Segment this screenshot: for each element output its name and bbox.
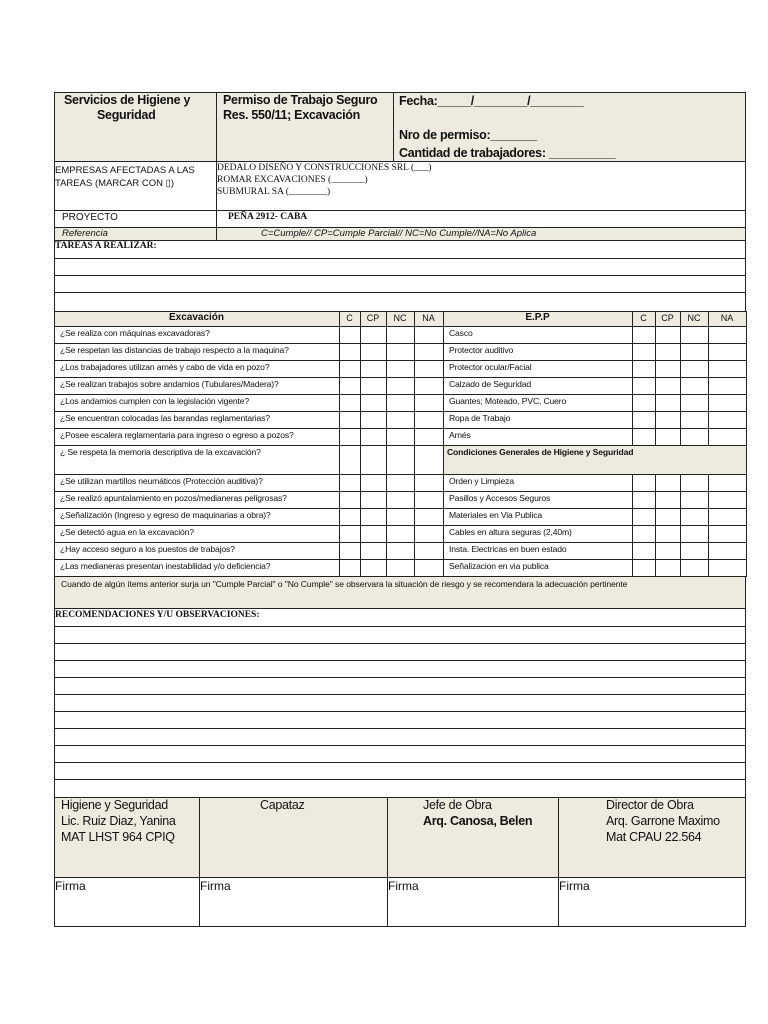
excavacion-header: Excavación: [168, 312, 225, 323]
recomendacion-line[interactable]: [54, 677, 746, 678]
left-check-c[interactable]: [339, 411, 361, 429]
right-check-c[interactable]: [632, 428, 656, 446]
tareas-line-3[interactable]: [54, 292, 746, 293]
recomendacion-line[interactable]: [54, 643, 746, 644]
right-check-na[interactable]: [708, 559, 747, 577]
signature-jefe-line2: Arq. Canosa, Belen: [423, 814, 533, 828]
left-check-c[interactable]: [339, 508, 361, 526]
proyecto-value: PEÑA 2912- CABA: [228, 212, 308, 222]
epp-item: Orden y Limpieza: [449, 476, 514, 486]
epp-item: Insta. Electricas en buen estado: [449, 544, 567, 554]
left-check-c[interactable]: [339, 559, 361, 577]
left-check-cp[interactable]: [360, 411, 387, 429]
right-col-header-cp-label: CP: [661, 313, 674, 323]
epp-item: Cables en altura seguras (2,40m): [449, 527, 572, 537]
recomendacion-line[interactable]: [54, 660, 746, 661]
firma-capataz-label: Firma: [200, 879, 231, 893]
tareas-line-1[interactable]: [54, 258, 746, 259]
left-check-c[interactable]: [339, 326, 361, 344]
epp-item: Guantes; Moteado, PVC, Cuero: [449, 396, 567, 406]
excavacion-question: ¿Se realizan trabajos sobre andamios (Tubulares/Madera)?: [60, 379, 279, 389]
right-check-c[interactable]: [632, 377, 656, 395]
left-check-cp[interactable]: [360, 491, 387, 509]
left-check-cp[interactable]: [360, 343, 387, 361]
left-check-nc[interactable]: [386, 525, 415, 543]
right-check-nc[interactable]: [680, 559, 709, 577]
right-check-cp[interactable]: [655, 508, 681, 526]
right-check-na[interactable]: [708, 394, 747, 412]
left-check-na[interactable]: [414, 491, 444, 509]
right-check-na[interactable]: [708, 343, 747, 361]
right-check-na[interactable]: [708, 491, 747, 509]
left-check-cp[interactable]: [360, 508, 387, 526]
right-check-c[interactable]: [632, 474, 656, 492]
right-check-nc[interactable]: [680, 474, 709, 492]
epp-item: Protector ocular/Facial: [449, 362, 532, 372]
right-check-nc[interactable]: [680, 377, 709, 395]
signature-director-line3: Mat CPAU 22.564: [606, 830, 702, 844]
right-col-header-na-label: NA: [720, 313, 734, 323]
left-check-na[interactable]: [414, 360, 444, 378]
excavacion-question: ¿Hay acceso seguro a los puestos de trabajos?: [60, 544, 235, 554]
signature-jefe-line1: Jefe de Obra: [423, 798, 492, 812]
right-check-nc[interactable]: [680, 491, 709, 509]
excavacion-question: ¿Se respetan las distancias de trabajo respecto a la maquina?: [60, 345, 289, 355]
left-check-cp[interactable]: [360, 428, 387, 446]
epp-item-row: [443, 428, 633, 446]
firma-jefe-label: Firma: [388, 879, 419, 893]
left-check-na[interactable]: [414, 394, 444, 412]
signature-higiene-line3: MAT LHST 964 CPIQ: [61, 830, 175, 844]
fecha-field[interactable]: Fecha:_____/________/________: [399, 94, 584, 108]
right-check-c[interactable]: [632, 559, 656, 577]
recomendacion-line[interactable]: [54, 711, 746, 712]
note-text: Cuando de algún ítems anterior surja un "Cumple Parcial" o "No Cumple" se observara la situación de riesgo y se recomendara la adecuación pertinente: [61, 579, 628, 589]
right-check-na[interactable]: [708, 360, 747, 378]
tareas-block: [54, 240, 746, 312]
left-check-nc[interactable]: [386, 491, 415, 509]
right-check-cp[interactable]: [655, 542, 681, 560]
tareas-line-2[interactable]: [54, 275, 746, 276]
right-check-c[interactable]: [632, 525, 656, 543]
excavacion-question: ¿ Se respeta la memoria descriptiva de la excavación?: [60, 447, 261, 457]
left-check-nc[interactable]: [386, 377, 415, 395]
left-col-header-nc-label: NC: [393, 313, 407, 323]
right-check-na[interactable]: [708, 542, 747, 560]
left-check-na[interactable]: [414, 411, 444, 429]
right-check-cp[interactable]: [655, 474, 681, 492]
right-check-cp[interactable]: [655, 491, 681, 509]
recomendacion-line[interactable]: [54, 745, 746, 746]
excavacion-question: ¿Se realizó apuntalamiento en pozos/medianeras peligrosas?: [60, 493, 287, 503]
left-check-nc[interactable]: [386, 394, 415, 412]
empresas-label-line1: EMPRESAS AFECTADAS A LAS: [55, 165, 195, 176]
left-check-cp[interactable]: [360, 445, 387, 475]
left-check-cp[interactable]: [360, 360, 387, 378]
left-check-cp[interactable]: [360, 525, 387, 543]
left-check-c[interactable]: [339, 491, 361, 509]
left-check-nc[interactable]: [386, 411, 415, 429]
epp-item: Pasillos y Accesos Seguros: [449, 493, 551, 503]
left-col-header-na-label: NA: [422, 313, 435, 323]
epp-item: Calzado de Seguridad: [449, 379, 532, 389]
tareas-label: TAREAS A REALIZAR:: [55, 241, 157, 251]
right-check-c[interactable]: [632, 394, 656, 412]
right-check-cp[interactable]: [655, 394, 681, 412]
signature-capataz-line1: Capataz: [260, 798, 305, 812]
right-check-nc[interactable]: [680, 326, 709, 344]
condiciones-section-label: Condiciones Generales de Higiene y Seguridad: [447, 447, 634, 457]
recomendacion-line[interactable]: [54, 779, 746, 780]
left-check-na[interactable]: [414, 377, 444, 395]
left-check-na[interactable]: [414, 343, 444, 361]
excavacion-question: ¿Posee escalera reglamentaria para ingreso o egreso a pozos?: [60, 430, 294, 440]
right-check-na[interactable]: [708, 377, 747, 395]
right-check-cp[interactable]: [655, 343, 681, 361]
left-check-c[interactable]: [339, 542, 361, 560]
empresas-label-line2: TAREAS (MARCAR CON ▯): [55, 178, 175, 189]
right-check-nc[interactable]: [680, 525, 709, 543]
recomendaciones-label: RECOMENDACIONES Y/U OBSERVACIONES:: [55, 610, 260, 620]
right-col-header-c-label: C: [640, 313, 647, 323]
recomendacion-line[interactable]: [54, 728, 746, 729]
excavacion-question: ¿Se encuentran colocadas las barandas reglamentarias?: [60, 413, 270, 423]
left-check-cp[interactable]: [360, 474, 387, 492]
epp-item: Protector auditivo: [449, 345, 514, 355]
epp-item: Señalizacion en via publica: [449, 561, 549, 571]
referencia-label: Referencia: [62, 228, 108, 239]
company-romar[interactable]: ROMAR EXCAVACIONES (_______): [217, 175, 368, 185]
right-check-na[interactable]: [708, 411, 747, 429]
signature-higiene-line2: Lic. Ruiz Diaz, Yanina: [61, 814, 176, 828]
excavacion-question: ¿Se detectó agua en la excavación?: [60, 527, 194, 537]
left-check-cp[interactable]: [360, 559, 387, 577]
right-check-nc[interactable]: [680, 508, 709, 526]
epp-item: Materiales en Via Publica: [449, 510, 543, 520]
company-dedalo[interactable]: DEDALO DISEÑO Y CONSTRUCCIONES SRL (___): [217, 163, 432, 173]
right-check-nc[interactable]: [680, 411, 709, 429]
left-check-na[interactable]: [414, 525, 444, 543]
recomendaciones-block: [54, 608, 746, 798]
right-check-cp[interactable]: [655, 525, 681, 543]
company-submural[interactable]: SUBMURAL SA (________): [217, 187, 331, 197]
right-check-nc[interactable]: [680, 360, 709, 378]
left-check-nc[interactable]: [386, 326, 415, 344]
left-check-nc[interactable]: [386, 428, 415, 446]
signature-director-line2: Arq. Garrone Maximo: [606, 814, 720, 828]
left-check-na[interactable]: [414, 508, 444, 526]
right-check-cp[interactable]: [655, 377, 681, 395]
left-check-nc[interactable]: [386, 474, 415, 492]
org-title-line2: Seguridad: [97, 108, 156, 122]
left-check-na[interactable]: [414, 542, 444, 560]
excavacion-question: ¿Se utilizan martillos neumáticos (Protección auditiva)?: [60, 476, 263, 486]
left-col-header-cp-label: CP: [366, 313, 380, 323]
signature-higiene-line1: Higiene y Seguridad: [61, 798, 168, 812]
excavacion-question: ¿Se realiza con máquinas excavadoras?: [60, 328, 210, 338]
cantidad-trabajadores-field[interactable]: Cantidad de trabajadores: __________: [399, 146, 616, 160]
right-check-c[interactable]: [632, 360, 656, 378]
left-check-na[interactable]: [414, 428, 444, 446]
permit-title-line2: Res. 550/11; Excavación: [223, 108, 360, 122]
right-check-nc[interactable]: [680, 343, 709, 361]
epp-item: Arnés: [449, 430, 471, 440]
right-check-cp[interactable]: [655, 326, 681, 344]
left-check-cp[interactable]: [360, 326, 387, 344]
left-check-c[interactable]: [339, 377, 361, 395]
left-check-c[interactable]: [339, 525, 361, 543]
excavacion-question: ¿Las medianeras presentan inestabilidad y/o deficiencia?: [60, 561, 271, 571]
right-check-c[interactable]: [632, 343, 656, 361]
excavacion-question: ¿Los trabajadores utilizan arnés y cabo de vida en pozo?: [60, 362, 270, 372]
signature-director-line1: Director de Obra: [606, 798, 694, 812]
recomendacion-line[interactable]: [54, 626, 746, 627]
left-check-na[interactable]: [414, 559, 444, 577]
org-title-line1: Servicios de Higiene y: [64, 93, 191, 107]
left-check-nc[interactable]: [386, 559, 415, 577]
right-check-cp[interactable]: [655, 360, 681, 378]
right-check-na[interactable]: [708, 525, 747, 543]
left-check-na[interactable]: [414, 445, 444, 475]
epp-item: Casco: [449, 328, 473, 338]
left-check-nc[interactable]: [386, 542, 415, 560]
recomendacion-line[interactable]: [54, 694, 746, 695]
right-check-na[interactable]: [708, 508, 747, 526]
excavacion-question: ¿Señalización (Ingreso y egreso de maquinarias a obra)?: [60, 510, 271, 520]
right-check-cp[interactable]: [655, 411, 681, 429]
right-check-c[interactable]: [632, 411, 656, 429]
epp-header: E.P.P: [525, 312, 550, 323]
firma-director-label: Firma: [559, 879, 590, 893]
right-check-c[interactable]: [632, 542, 656, 560]
right-check-c[interactable]: [632, 491, 656, 509]
epp-item: Ropa de Trabajo: [449, 413, 511, 423]
left-check-na[interactable]: [414, 326, 444, 344]
right-check-nc[interactable]: [680, 542, 709, 560]
proyecto-label: PROYECTO: [62, 212, 118, 223]
left-check-nc[interactable]: [386, 343, 415, 361]
right-check-nc[interactable]: [680, 394, 709, 412]
left-check-c[interactable]: [339, 445, 361, 475]
left-check-nc[interactable]: [386, 445, 415, 475]
left-check-nc[interactable]: [386, 508, 415, 526]
right-check-na[interactable]: [708, 326, 747, 344]
left-check-cp[interactable]: [360, 394, 387, 412]
left-check-c[interactable]: [339, 428, 361, 446]
permit-title-line1: Permiso de Trabajo Seguro: [223, 93, 378, 107]
right-check-c[interactable]: [632, 508, 656, 526]
left-check-cp[interactable]: [360, 542, 387, 560]
left-check-c[interactable]: [339, 474, 361, 492]
referencia-value: C=Cumple// CP=Cumple Parcial// NC=No Cumple//NA=No Aplica: [261, 228, 537, 239]
right-check-cp[interactable]: [655, 559, 681, 577]
right-check-na[interactable]: [708, 474, 747, 492]
right-check-cp[interactable]: [655, 428, 681, 446]
recomendacion-line[interactable]: [54, 762, 746, 763]
firma-higiene-label: Firma: [55, 879, 86, 893]
excavacion-question: ¿Los andamios cumplen con la legislación vigente?: [60, 396, 249, 406]
left-col-header-c-label: C: [346, 313, 353, 323]
right-check-na[interactable]: [708, 428, 747, 446]
left-check-nc[interactable]: [386, 360, 415, 378]
right-check-c[interactable]: [632, 326, 656, 344]
left-check-c[interactable]: [339, 343, 361, 361]
left-check-na[interactable]: [414, 474, 444, 492]
right-col-header-nc-label: NC: [687, 313, 701, 323]
left-check-c[interactable]: [339, 394, 361, 412]
left-check-c[interactable]: [339, 360, 361, 378]
left-check-cp[interactable]: [360, 377, 387, 395]
nro-permiso-field[interactable]: Nro de permiso:_______: [399, 128, 537, 142]
right-check-nc[interactable]: [680, 428, 709, 446]
